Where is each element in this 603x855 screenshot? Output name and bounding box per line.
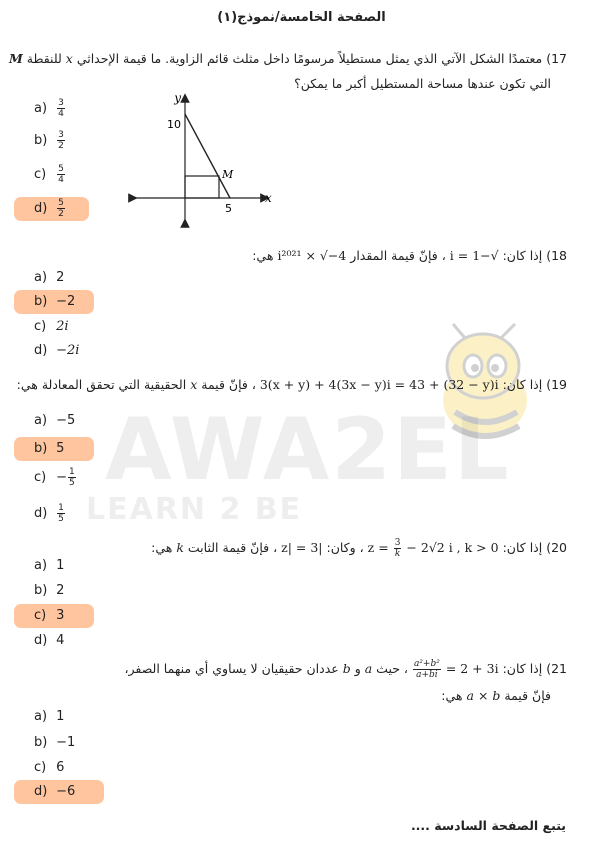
y-intercept-label: 10: [167, 118, 181, 131]
page-title: الصفحة الخامسة/نموذج(١): [217, 10, 386, 25]
q20-statement: 20) إذا كان: z = $\frac{3}{k}$ − 2√2 i , k > 0 ، وكان: |z| = 3 ، فإنّ قيمة الثابت k هي:: [151, 538, 567, 559]
q19-option-b[interactable]: b) 5: [34, 441, 65, 456]
x-intercept-label: 5: [225, 202, 232, 215]
q19-option-a[interactable]: a) −5: [34, 413, 76, 428]
q19-statement: 19) إذا كان: 3(x + y) + 4(3x − y)i = 43 + (32 − y)i ، فإنّ قيمة x الحقيقية التي تحقق المعادلة هي:: [16, 377, 567, 392]
footer-continue-note: يتبع الصفحة السادسة ....: [410, 818, 566, 833]
q18-option-b[interactable]: b) −2: [34, 294, 76, 309]
q20-option-c[interactable]: c) 3: [34, 608, 65, 623]
q17-option-b[interactable]: b) $\frac{3}{2}$: [34, 130, 64, 151]
q20-option-a[interactable]: a) 1: [34, 558, 65, 573]
q20-option-b[interactable]: b) 2: [34, 583, 65, 598]
x-axis-label: x: [265, 191, 272, 205]
q17-triangle-graph: [125, 88, 285, 228]
watermark-logo-text: AWA2EL: [105, 400, 511, 500]
q17-option-a[interactable]: a) $\frac{3}{4}$: [34, 98, 64, 119]
inscribed-rectangle: [185, 176, 219, 198]
q18-option-d[interactable]: d) −2i: [34, 343, 80, 358]
y-axis-label: y: [174, 91, 181, 105]
q21-option-c[interactable]: c) 6: [34, 760, 65, 775]
q21-option-a[interactable]: a) 1: [34, 709, 65, 724]
q18-option-a[interactable]: a) 2: [34, 270, 65, 285]
q21-statement-line1: 21) إذا كان: $\frac{\text{a²+b²}}{a+bi}$ = 2 + 3i ، حيث a و b عددان حقيقيان لا يساوي أي منهما الصفر،: [124, 659, 567, 680]
q17-option-d[interactable]: d) $\frac{5}{2}$: [34, 198, 64, 219]
q18-statement: 18) إذا كان: √−1 = i ، فإنّ قيمة المقدار i²⁰²¹ × √−4 هي:: [252, 248, 567, 263]
q18-option-c[interactable]: c) 2i: [34, 319, 69, 334]
q21-statement-line2: فإنّ قيمة a × b هي:: [441, 688, 551, 703]
q21-option-d[interactable]: d) −6: [34, 784, 76, 799]
q19-option-c[interactable]: c) − $\frac{1}{5}$: [34, 467, 75, 488]
watermark-tagline: LEARN 2 BE: [86, 492, 303, 527]
point-m-label: M: [222, 168, 234, 181]
q17-statement-line2: التي تكون عندها مساحة المستطيل أكبر ما يمكن؟: [294, 76, 551, 91]
hypotenuse: [185, 114, 230, 198]
q21-option-b[interactable]: b) −1: [34, 735, 76, 750]
q17-option-c[interactable]: c) $\frac{5}{4}$: [34, 164, 64, 185]
q19-option-d[interactable]: d) $\frac{1}{5}$: [34, 503, 64, 524]
q20-option-d[interactable]: d) 4: [34, 633, 65, 648]
q17-statement-line1: 17) معتمدًا الشكل الآتي الذي يمثل مستطيلاً مرسومًا داخل مثلث قائم الزاوية. ما قيمة الإحداثي x للنقطة M: [8, 51, 567, 66]
